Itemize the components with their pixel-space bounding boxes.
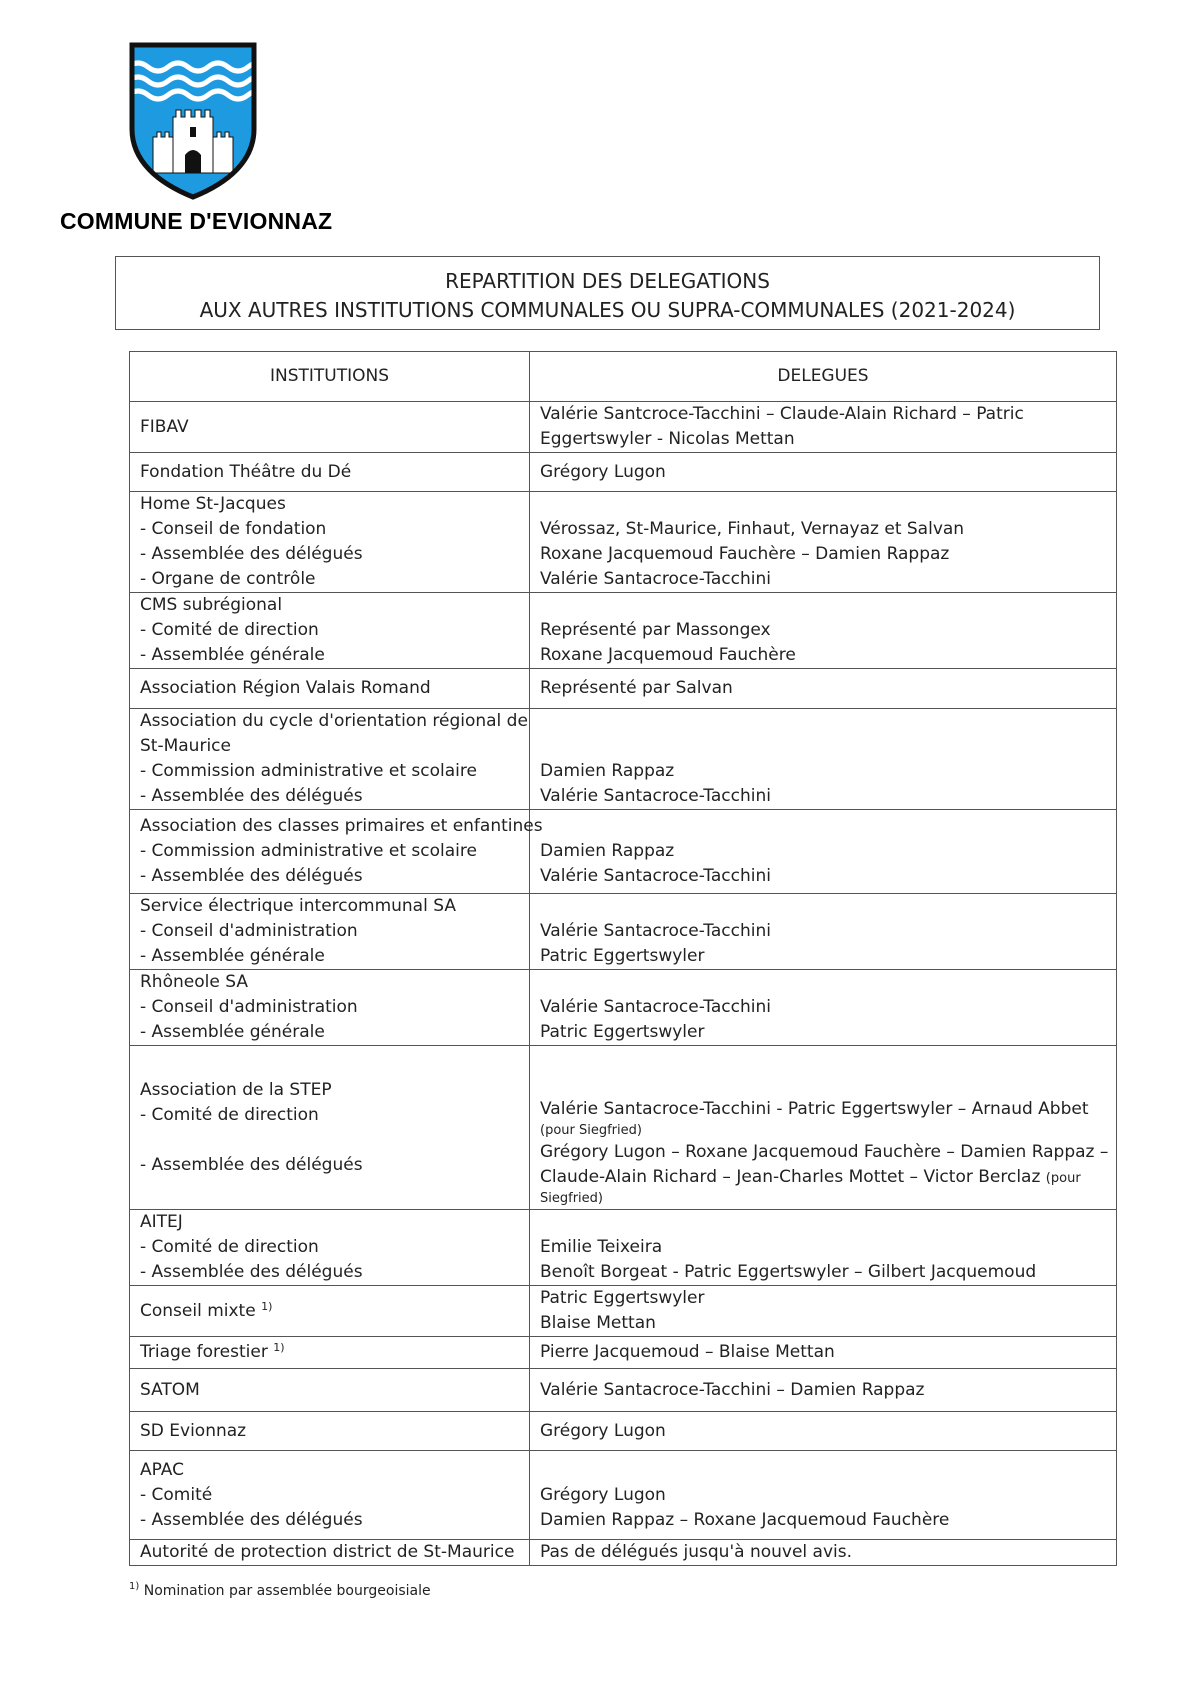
delegate-note: (pour Siegfried) [540, 1123, 642, 1138]
institution-name: Association de la STEP [140, 1079, 332, 1100]
table-row [130, 709, 1117, 810]
table-row [130, 669, 1117, 709]
institution-name: Triage forestier [140, 1342, 268, 1362]
institution-subitem: - Comité de direction [140, 620, 319, 640]
institution-name: Conseil mixte [140, 1300, 256, 1321]
delegate-line: Patric Eggertswyler [540, 1288, 705, 1308]
table-row [130, 453, 1117, 492]
delegate-line: Benoît Borgeat - Patric Eggertswyler – Gilbert Jacquemoud [540, 1262, 1037, 1282]
delegate-line: Représenté par Salvan [540, 678, 733, 698]
table-row [130, 492, 1117, 593]
delegate-note: (pour [1045, 1171, 1081, 1186]
institution-subitem: - Conseil d'administration [140, 921, 358, 941]
table-row [130, 1046, 1117, 1210]
institution-name: Association Région Valais Romand [140, 678, 431, 698]
institution-subitem: - Assemblée des délégués [140, 1154, 363, 1175]
delegate-line: Valérie Santacroce-Tacchini [540, 866, 771, 886]
delegate-line: Eggertswyler - Nicolas Mettan [540, 429, 795, 449]
institution-name: SATOM [140, 1379, 200, 1400]
delegate-line: Roxane Jacquemoud Fauchère [540, 645, 796, 665]
delegate-line: Damien Rappaz [540, 761, 675, 781]
delegate-line: Représenté par Massongex [540, 620, 771, 640]
delegate-line: Grégory Lugon [540, 1420, 666, 1441]
table-row [130, 1286, 1117, 1337]
institution-subitem: - Assemblée générale [140, 946, 325, 966]
footnote [129, 1583, 431, 1599]
institution-name: Association du cycle d'orientation régional de [140, 711, 528, 731]
footnote-marker: 1) [261, 1299, 273, 1313]
institution-subitem: - Assemblée des délégués [140, 786, 363, 806]
institutions-column-header: INSTITUTIONS [130, 352, 530, 402]
table-row [130, 1337, 1117, 1369]
delegate-line: Emilie Teixeira [540, 1237, 663, 1257]
delegate-line: Grégory Lugon [540, 1484, 666, 1505]
institution-subitem: - Assemblée des délégués [140, 544, 363, 564]
table-row [130, 1540, 1117, 1566]
delegate-line: Pierre Jacquemoud – Blaise Mettan [540, 1342, 835, 1362]
table-row [130, 1210, 1117, 1286]
table-header-row [130, 352, 1117, 402]
delegate-line: Damien Rappaz [540, 841, 675, 861]
institution-subitem: - Comité de direction [140, 1237, 319, 1257]
delegate-line: Valérie Santacroce-Tacchini [540, 569, 771, 589]
institution-name: Home St-Jacques [140, 494, 286, 514]
institution-name: Fondation Théâtre du Dé [140, 461, 352, 482]
footnote-marker: 1) [273, 1341, 285, 1354]
delegate-line: Valérie Santacroce-Tacchini [540, 921, 771, 941]
document-title-line-2: AUX AUTRES INSTITUTIONS COMMUNALES OU SUPRA-COMMUNALES (2021-2024) [199, 298, 1016, 322]
table-row [130, 894, 1117, 970]
delegate-line: Valérie Santacroce-Tacchini – Damien Rappaz [540, 1379, 925, 1400]
table-row [130, 1451, 1117, 1540]
institution-name: Autorité de protection district de St-Maurice [140, 1542, 515, 1562]
institution-subitem: - Assemblée des délégués [140, 1262, 363, 1282]
institution-name: APAC [140, 1459, 184, 1480]
delegate-line: Damien Rappaz – Roxane Jacquemoud Fauchère [540, 1509, 950, 1530]
institution-subitem: - Comité [140, 1484, 213, 1505]
table-row [130, 810, 1117, 894]
document-title-box [115, 256, 1100, 330]
institution-subitem: - Commission administrative et scolaire [140, 841, 477, 861]
delegate-line: Valérie Santcroce-Tacchini – Claude-Alain Richard – Patric [540, 404, 1024, 424]
institution-subitem: - Organe de contrôle [140, 569, 316, 589]
institution-name: AITEJ [140, 1212, 183, 1232]
delegate-line: Grégory Lugon [540, 461, 666, 482]
institution-name: SD Evionnaz [140, 1420, 247, 1441]
delegate-line: Blaise Mettan [540, 1313, 656, 1333]
institution-subitem: - Assemblée des délégués [140, 866, 363, 886]
institution-subitem: - Comité de direction [140, 1104, 319, 1125]
table-row [130, 593, 1117, 669]
delegate-line: Grégory Lugon – Roxane Jacquemoud Fauchère – Damien Rappaz – [540, 1142, 1109, 1162]
delegate-line: Pas de délégués jusqu'à nouvel avis. [540, 1542, 853, 1562]
institution-subitem: - Conseil de fondation [140, 519, 327, 539]
institution-name: Rhôneole SA [140, 972, 248, 992]
table-row [130, 402, 1117, 453]
institution-subitem: - Assemblée des délégués [140, 1509, 363, 1530]
table-row [130, 1412, 1117, 1451]
delegate-line: Vérossaz, St-Maurice, Finhaut, Vernayaz et Salvan [540, 519, 965, 539]
institution-name: FIBAV [140, 416, 189, 437]
delegations-table [129, 351, 1117, 1566]
table-row [130, 1369, 1117, 1412]
institution-name: CMS subrégional [140, 595, 283, 615]
commune-crest-logo [128, 41, 258, 201]
delegate-line: Valérie Santacroce-Tacchini [540, 997, 771, 1017]
delegues-column-header: DELEGUES [530, 352, 1117, 402]
institution-subitem: - Commission administrative et scolaire [140, 761, 477, 781]
delegate-line: Roxane Jacquemoud Fauchère – Damien Rappaz [540, 544, 950, 564]
delegate-note: Siegfried) [540, 1191, 603, 1206]
document-title-line-1: REPARTITION DES DELEGATIONS [445, 269, 770, 293]
table-row [130, 970, 1117, 1046]
footnote-text: Nomination par assemblée bourgeoisiale [143, 1583, 431, 1599]
delegate-line: Valérie Santacroce-Tacchini - Patric Eggertswyler – Arnaud Abbet [540, 1099, 1089, 1119]
delegate-line: Valérie Santacroce-Tacchini [540, 786, 771, 806]
institution-subitem: - Assemblée générale [140, 1022, 325, 1042]
institution-subitem: - Conseil d'administration [140, 997, 358, 1017]
delegate-line: Patric Eggertswyler [540, 946, 705, 966]
commune-name: COMMUNE D'EVIONNAZ [60, 208, 333, 234]
delegate-line: Claude-Alain Richard – Jean-Charles Mottet – Victor Berclaz [540, 1167, 1041, 1187]
institution-subitem: - Assemblée générale [140, 645, 325, 665]
institution-name: St-Maurice [140, 736, 231, 756]
delegate-line: Patric Eggertswyler [540, 1022, 705, 1042]
institution-name: Association des classes primaires et enfantines [140, 816, 543, 836]
footnote-marker: 1) [129, 1581, 140, 1592]
institution-name: Service électrique intercommunal SA [140, 896, 456, 916]
